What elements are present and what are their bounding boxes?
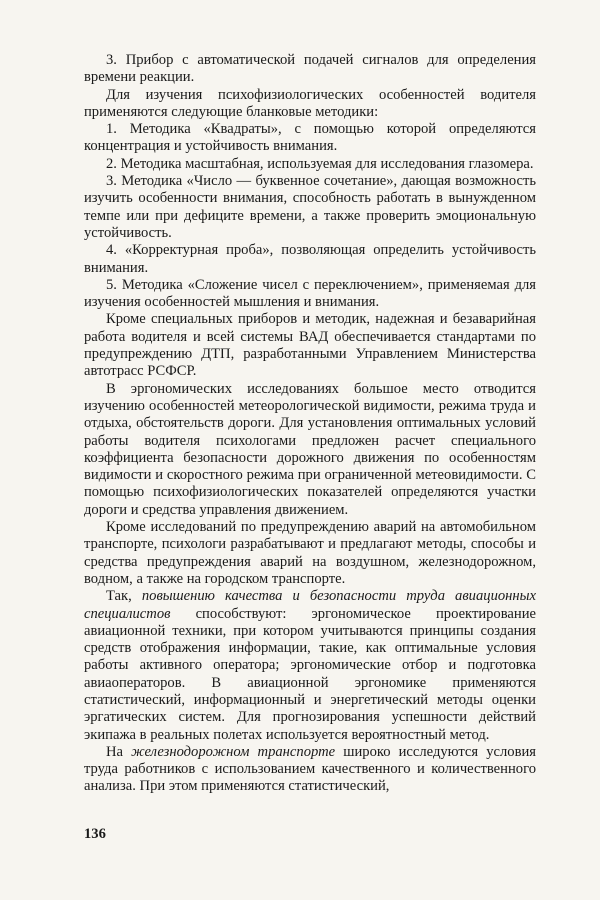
paragraph-standards: Кроме специальных приборов и методик, надежная и безаварийная работа водителя и всей системы ВАД обеспечивается стандартами по предупреждению ДТП, разработанными Управлением Министерства автотрасс РСФСР. xyxy=(84,311,536,380)
aviation-emphasis: повышению качества и безопасности труда авиационных специалистов xyxy=(84,588,537,622)
aviation-body: способствуют: эргономическое проектирование авиационной техники, при котором учитываются принципы создания средств отображения информации, такие, как оптимальные условия работы активного оператора; эргономические отбор и подготовка авиаоператоров. В авиационной эргономике применяются статистический, информационный и энергетический методы оценки эргатических систем. Для прогнозирования успешности действий экипажа в реальных полетах используется вероятностный метод. xyxy=(84,605,536,743)
railway-body: широко исследуются условия труда работников с использованием качественного и количественного анализа. При этом применяются статистический, xyxy=(84,743,536,795)
page-number: 136 xyxy=(84,826,106,842)
paragraph-aviation xyxy=(84,588,536,744)
paragraph-method-4: 4. «Корректурная проба», позволяющая определить устойчивость внимания. xyxy=(84,242,536,276)
paragraph-accident-prevention: Кроме исследований по предупреждению аварий на автомобильном транспорте, психологи разрабатывают и предлагают методы, способы и средства предупреждения аварий на воздушном, железнодорожном, водном, а также на городском транспорте. xyxy=(84,519,536,587)
paragraph-ergonomic-research: В эргономических исследованиях большое место отводится изучению особенностей метеорологической видимости, режима труда и отдыха, обстоятельств дороги. Для установления оптимальных условий работы водителя психологами предложен расчет специального коэффициента безопасности дорожного движения по особенностям видимости и скоростного режима при ограниченной метеовидимости. С помощью психофизиологических показателей определяются участки дороги и средства управления движением. xyxy=(84,380,536,518)
paragraph-instrument-3: 3. Прибор с автоматической подачей сигналов для определения времени реакции. xyxy=(84,52,536,86)
aviation-lead: Так, xyxy=(106,588,142,605)
paragraph-method-3: 3. Методика «Число — буквенное сочетание», дающая возможность изучить особенности внимания, способность работать в вынужденном темпе или при дефиците времени, а также проверить эмоциональную устойчивость. xyxy=(84,173,536,241)
railway-emphasis: железнодорожном транспорте xyxy=(131,743,336,760)
paragraph-method-2: 2. Методика масштабная, используемая для исследования глазомера. xyxy=(106,155,534,172)
paragraph-railway xyxy=(84,744,536,796)
paragraph-method-5: 5. Методика «Сложение чисел с переключением», применяемая для изучения особенностей мышления и внимания. xyxy=(84,276,536,311)
paragraph-method-1: 1. Методика «Квадраты», с помощью которой определяются концентрация и устойчивость внимания. xyxy=(84,121,536,155)
paragraph-methods-intro: Для изучения психофизиологических особенностей водителя применяются следующие бланковые методики: xyxy=(84,86,536,120)
railway-lead: На xyxy=(106,743,132,760)
